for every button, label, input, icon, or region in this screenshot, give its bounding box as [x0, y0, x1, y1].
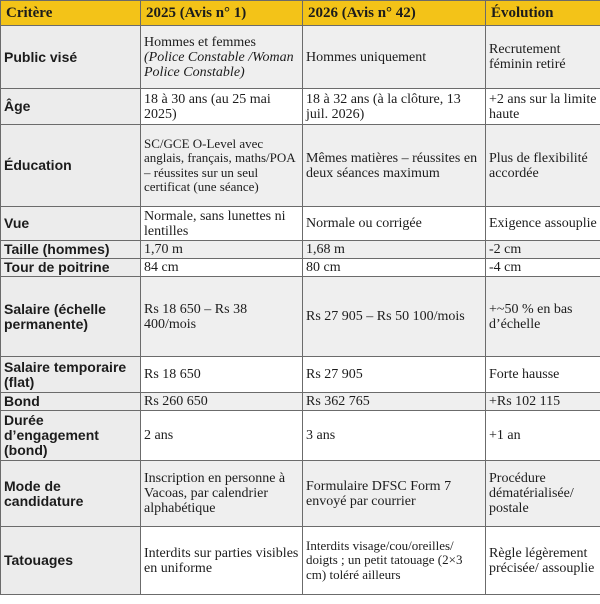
cell-evolution: Règle légèrement précisée/ assouplie [486, 527, 600, 595]
cell-2025: SC/GCE O-Level avec anglais, français, maths/POA – réussites sur un seul certificat (une séance) [141, 125, 303, 207]
row-criterion: Taille (hommes) [1, 241, 141, 259]
cell-2026: Interdits visage/cou/oreilles/ doigts ; un petit tatouage (2×3 cm) toléré ailleurs [303, 527, 486, 595]
cell-2026: Rs 362 765 [303, 393, 486, 411]
cell-2026: 1,68 m [303, 241, 486, 259]
row-criterion: Âge [1, 89, 141, 125]
cell-evolution: +Rs 102 115 [486, 393, 600, 411]
row-criterion: Durée d’engagement (bond) [1, 411, 141, 461]
header-2026: 2026 (Avis n° 42) [303, 1, 486, 26]
row-criterion: Salaire temporaire (flat) [1, 357, 141, 393]
table-row [1, 89, 600, 125]
row-criterion: Tour de poitrine [1, 259, 141, 277]
cell-2025: 2 ans [141, 411, 303, 461]
cell-evolution: +~50 % en bas d’échelle [486, 277, 600, 357]
cell-evolution: Exigence assouplie [486, 207, 600, 241]
cell-2025: Rs 18 650 [141, 357, 303, 393]
cell-2025: Rs 18 650 – Rs 38 400/mois [141, 277, 303, 357]
cell-2025-main: Hommes et femmes [144, 34, 256, 50]
row-criterion: Bond [1, 393, 141, 411]
cell-2025 [141, 26, 303, 89]
cell-2026: Rs 27 905 – Rs 50 100/mois [303, 277, 486, 357]
cell-2026: Normale ou corrigée [303, 207, 486, 241]
table-row [1, 241, 600, 259]
cell-2025: 1,70 m [141, 241, 303, 259]
row-criterion: Vue [1, 207, 141, 241]
cell-2026: Rs 27 905 [303, 357, 486, 393]
cell-2026: Formulaire DFSC Form 7 envoyé par courrier [303, 461, 486, 527]
table-row [1, 411, 600, 461]
row-criterion: Salaire (échelle permanente) [1, 277, 141, 357]
table-row [1, 461, 600, 527]
cell-2025-note: (Police Constable /Woman Police Constable) [144, 49, 294, 80]
row-criterion: Éducation [1, 125, 141, 207]
header-evolution: Évolution [486, 1, 600, 26]
cell-2025: 84 cm [141, 259, 303, 277]
table-row [1, 277, 600, 357]
row-criterion: Mode de candidature [1, 461, 141, 527]
cell-2025: Inscription en personne à Vacoas, par calendrier alphabétique [141, 461, 303, 527]
cell-2025: Rs 260 650 [141, 393, 303, 411]
cell-evolution: Procédure dématérialisée/ postale [486, 461, 600, 527]
cell-2026: 3 ans [303, 411, 486, 461]
cell-2026: 80 cm [303, 259, 486, 277]
table-row [1, 393, 600, 411]
cell-evolution: Recrutement féminin retiré [486, 26, 600, 89]
table-row [1, 207, 600, 241]
cell-2026: Hommes uniquement [303, 26, 486, 89]
header-critere: Critère [1, 1, 141, 26]
table-row [1, 527, 600, 595]
header-2025: 2025 (Avis n° 1) [141, 1, 303, 26]
cell-2025: 18 à 30 ans (au 25 mai 2025) [141, 89, 303, 125]
cell-evolution: -4 cm [486, 259, 600, 277]
cell-evolution: +1 an [486, 411, 600, 461]
cell-2026: Mêmes matières – réussites en deux séances maximum [303, 125, 486, 207]
table-row [1, 26, 600, 89]
table-row [1, 125, 600, 207]
cell-evolution: +2 ans sur la limite haute [486, 89, 600, 125]
table-row [1, 259, 600, 277]
row-criterion: Public visé [1, 26, 141, 89]
row-criterion: Tatouages [1, 527, 141, 595]
header-row [1, 1, 600, 26]
table-row [1, 357, 600, 393]
cell-2026: 18 à 32 ans (à la clôture, 13 juil. 2026) [303, 89, 486, 125]
cell-evolution: Plus de flexibilité accordée [486, 125, 600, 207]
cell-evolution: -2 cm [486, 241, 600, 259]
cell-2025: Normale, sans lunettes ni lentilles [141, 207, 303, 241]
cell-2025: Interdits sur parties visibles en uniforme [141, 527, 303, 595]
cell-evolution: Forte hausse [486, 357, 600, 393]
